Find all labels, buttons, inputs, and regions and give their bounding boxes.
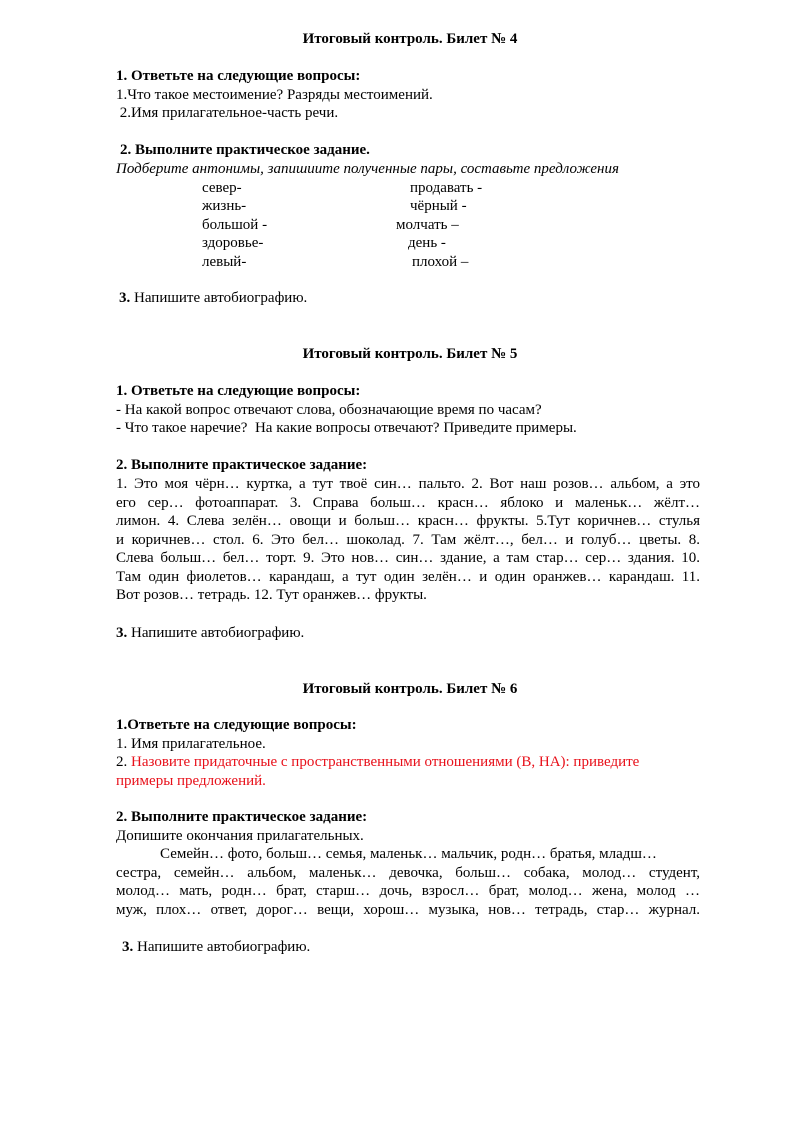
ticket4-q1-heading: 1. Ответьте на следующие вопросы:	[116, 68, 361, 84]
ticket5-q1-item-1: - На какой вопрос отвечают слова, обозначающие время по часам?	[116, 402, 542, 418]
ticket6-q2-heading: 2. Выполните практическое задание:	[116, 809, 368, 825]
antonym-right-5: плохой –	[412, 254, 469, 270]
ticket5-q1-item-2: - Что такое наречие? На какие вопросы отвечают? Приведите примеры.	[116, 420, 577, 436]
antonym-right-4: день -	[408, 235, 446, 251]
ticket6-q2-line-2: сестра, семейн… альбом, маленьк… девочка, больш… собака, молод… студент,	[116, 864, 700, 881]
antonym-left-1: север-	[202, 180, 242, 196]
ticket5-q2-line-3: лимон. 4. Слева зелён… овощи и больш… красн… фрукты. 5.Тут коричнев… стулья	[116, 513, 700, 529]
ticket6-q1-item-2-line-1: Назовите придаточные с пространственными отношениями (В, НА): приведите	[131, 754, 640, 770]
ticket6-title: Итоговый контроль. Билет № 6	[302, 681, 518, 697]
ticket6-q1-item-2-line-2: примеры предложений.	[116, 772, 266, 789]
ticket4-q1-item-2: 2.Имя прилагательное-часть речи.	[116, 105, 339, 121]
ticket5-q2-line-2: его сер… фотоаппарат. 3. Справа больш… красн… яблоко и маленьк… жёлт…	[116, 494, 700, 511]
ticket6-q2-line-4: муж, плох… ответ, дорог… вещи, хорош… музыка, нов… тетрадь, стар… журнал.	[116, 901, 700, 918]
antonym-right-1: продавать -	[410, 180, 483, 196]
antonym-left-2: жизнь-	[202, 198, 247, 214]
ticket4-q3-number: 3.	[119, 290, 131, 306]
ticket5-q2-line-5: Слева больш… бел… торт. 9. Это нов… син… здание, а там стар… сер… здания. 10.	[116, 550, 700, 566]
ticket6-q3-text: Напишите автобиографию.	[133, 939, 311, 955]
ticket5-q2-line-4: и коричнев… стол. 6. Это бел… шоколад. 7. Там жёлт…, бел… и голуб… цветы. 8.	[116, 531, 700, 548]
ticket4-q2-instruction: Подберите антонимы, запишиите полученные пары, составьте предложения	[116, 161, 619, 177]
ticket5-q1-heading: 1. Ответьте на следующие вопросы:	[116, 383, 361, 399]
ticket6-q2-instruction: Допишите окончания прилагательных.	[116, 828, 364, 844]
ticket5-q2-line-1: 1. Это моя чёрн… куртка, а тут твоё син… пальто. 2. Вот наш розов… альбом, а это	[116, 476, 700, 492]
ticket6-q1-item-1: 1. Имя прилагательное.	[116, 736, 266, 752]
antonym-left-3: большой -	[202, 217, 268, 233]
ticket5-q2-line-7: Вот розов… тетрадь. 12. Тут оранжев… фрукты.	[116, 587, 427, 603]
ticket6-q1-item-2-number: 2.	[116, 754, 131, 770]
ticket6-q1-heading: 1.Ответьте на следующие вопросы:	[116, 717, 357, 733]
antonym-right-2: чёрный -	[410, 198, 467, 214]
ticket5-q2-heading: 2. Выполните практическое задание:	[116, 457, 368, 473]
ticket5-q2-line-6: Там один фиолетов… карандаш, а тут один зелён… и один оранжев… карандаш. 11.	[116, 568, 700, 585]
ticket6-q3-number: 3.	[122, 939, 134, 955]
ticket5-q2-paragraph	[116, 475, 700, 605]
ticket4-q1-item-1: 1.Что такое местоимение? Разряды местоимений.	[116, 87, 433, 103]
ticket6-q2-line-3: молод… мать, родн… брат, старш… дочь, взросл… брат, молод… жена, молод …	[116, 883, 700, 899]
ticket4-title: Итоговый контроль. Билет № 4	[302, 31, 518, 47]
ticket6-q2-line-1: Семейн… фото, больш… семья, маленьк… мальчик, родн… братья, младш…	[160, 846, 657, 862]
ticket6-q2-paragraph	[116, 845, 700, 919]
ticket5-q3	[116, 624, 304, 643]
ticket4-q2-heading: 2. Выполните практическое задание.	[120, 142, 370, 158]
antonym-left-4: здоровье-	[202, 235, 264, 251]
ticket5-q3-number: 3.	[116, 625, 128, 641]
antonym-left-5: левый-	[202, 254, 247, 270]
ticket4-q3	[119, 289, 307, 308]
ticket6-q3	[122, 938, 310, 957]
ticket6-q1-item-2	[116, 753, 700, 790]
ticket5-q3-text: Напишите автобиографию.	[127, 625, 305, 641]
antonym-right-3: молчать –	[396, 217, 459, 233]
ticket4-q3-text: Напишите автобиографию.	[130, 290, 308, 306]
ticket5-title: Итоговый контроль. Билет № 5	[302, 346, 518, 362]
